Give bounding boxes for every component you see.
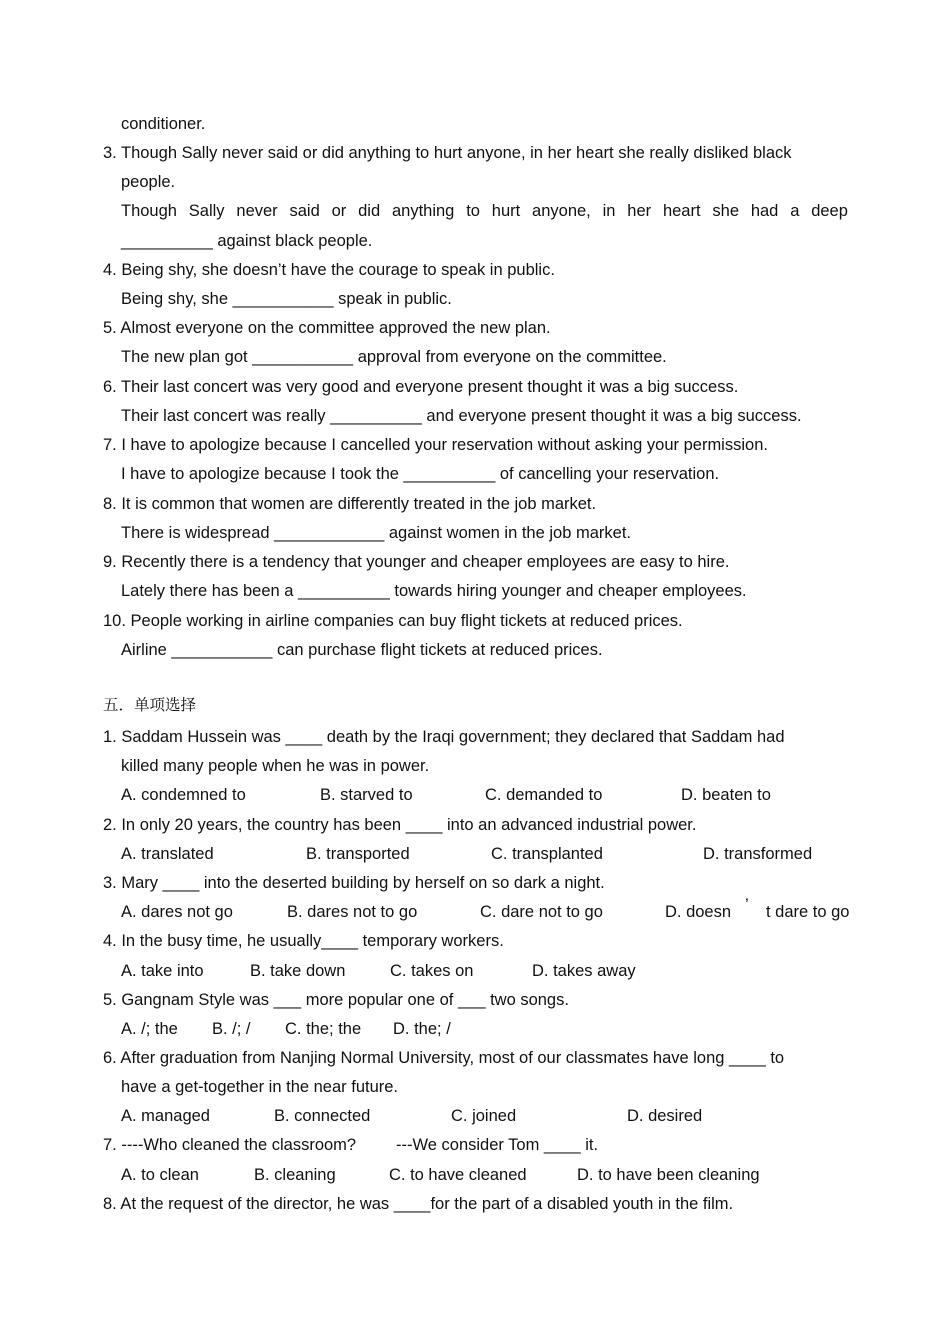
rewrite-q9-line1: 9. Recently there is a tendency that younger and cheaper employees are easy to hire. [103, 553, 730, 571]
mc-q6-stem-line2: have a get-together in the near future. [121, 1078, 399, 1096]
word: said [289, 202, 320, 220]
word: Though [121, 202, 177, 220]
rewrite-q3-line1: 3. Though Sally never said or did anything to hurt anyone, in her heart she really disliked black [103, 144, 792, 162]
rewrite-q7-line1: 7. I have to apologize because I cancelled your reservation without asking your permission. [103, 436, 768, 454]
rewrite-q3-answer-line1 [121, 201, 848, 221]
rewrite-q4-line1: 4. Being shy, she doesn’t have the courage to speak in public. [103, 261, 555, 279]
mc-q7-option-c: C. to have cleaned [389, 1166, 527, 1184]
mc-q5-stem: 5. Gangnam Style was ___ more popular one of ___ two songs. [103, 991, 569, 1009]
mc-q5-option-b: B. /; / [212, 1020, 251, 1038]
rewrite-q9-answer: Lately there has been a __________ towards hiring younger and cheaper employees. [121, 582, 747, 600]
mc-q3-stem: 3. Mary ____ into the deserted building by herself on so dark a night. [103, 874, 605, 892]
mc-q8-stem: 8. At the request of the director, he was ____for the part of a disabled youth in the film. [103, 1195, 734, 1213]
mc-q3-option-a: A. dares not go [121, 903, 233, 921]
word: deep [811, 202, 848, 220]
mc-q2-option-c: C. transplanted [491, 845, 603, 863]
word: did [358, 202, 381, 220]
mc-q2-option-a: A. translated [121, 845, 214, 863]
word: heart [662, 202, 701, 220]
word: a [790, 202, 800, 220]
mc-q4-option-b: B. take down [250, 962, 346, 980]
mc-q5-option-a: A. /; the [121, 1020, 178, 1038]
mc-q6-option-b: B. connected [274, 1107, 371, 1125]
mc-q1-stem-line1: 1. Saddam Hussein was ____ death by the Iraqi government; they declared that Saddam had [103, 728, 785, 746]
rewrite-q8-answer: There is widespread ____________ against women in the job market. [121, 524, 631, 542]
word: had [750, 202, 779, 220]
word: she [712, 202, 739, 220]
word: hurt [491, 202, 521, 220]
word: or [331, 202, 347, 220]
mc-q3-option-d-tail: t dare to go [766, 903, 850, 921]
rewrite-q10-line1: 10. People working in airline companies can buy flight tickets at reduced prices. [103, 612, 683, 630]
mc-q2-stem: 2. In only 20 years, the country has been ____ into an advanced industrial power. [103, 816, 697, 834]
word: in [602, 202, 616, 220]
word: never [236, 202, 278, 220]
word: her [627, 202, 652, 220]
mc-q1-option-d: D. beaten to [681, 786, 771, 804]
mc-q5-option-c: C. the; the [285, 1020, 362, 1038]
rewrite-q6-answer: Their last concert was really __________ and everyone present thought it was a big success. [121, 407, 802, 425]
mc-q6-option-a: A. managed [121, 1107, 210, 1125]
rewrite-q5-answer: The new plan got ___________ approval from everyone on the committee. [121, 348, 667, 366]
mc-q6-stem-line1: 6. After graduation from Nanjing Normal University, most of our classmates have long ____ to [103, 1049, 785, 1067]
mc-q2-option-b: B. transported [306, 845, 410, 863]
rewrite-q3-answer-line2: __________ against black people. [121, 232, 373, 250]
mc-q1-stem-line2: killed many people when he was in power. [121, 757, 430, 775]
word: anyone, [532, 202, 591, 220]
mc-q1-option-b: B. starved to [320, 786, 413, 804]
mc-q6-option-d: D. desired [627, 1107, 703, 1125]
rewrite-q5-line1: 5. Almost everyone on the committee approved the new plan. [103, 319, 551, 337]
rewrite-q6-line1: 6. Their last concert was very good and everyone present thought it was a big success. [103, 378, 739, 396]
mc-q1-option-c: C. demanded to [485, 786, 603, 804]
mc-q4-option-a: A. take into [121, 962, 204, 980]
rewrite-q8-line1: 8. It is common that women are differently treated in the job market. [103, 495, 597, 513]
word: Sally [188, 202, 225, 220]
mc-q2-option-d: D. transformed [703, 845, 813, 863]
mc-q1-option-a: A. condemned to [121, 786, 246, 804]
mc-q7-option-b: B. cleaning [254, 1166, 336, 1184]
word: to [466, 202, 480, 220]
rewrite-q10-answer: Airline ___________ can purchase flight tickets at reduced prices. [121, 641, 603, 659]
word: anything [391, 202, 455, 220]
mc-q3-option-d: D. doesn [665, 903, 732, 921]
mc-q7-stem-question: 7. ----Who cleaned the classroom? [103, 1136, 357, 1154]
mc-q3-option-d-apostrophe: ’ [745, 896, 749, 914]
mc-q7-option-a: A. to clean [121, 1166, 199, 1184]
section-title: 五．单项选择 [103, 696, 197, 714]
mc-q4-option-d: D. takes away [532, 962, 636, 980]
rewrite-q4-answer: Being shy, she ___________ speak in public. [121, 290, 452, 308]
mc-q3-option-b: B. dares not to go [287, 903, 418, 921]
rewrite-q7-answer: I have to apologize because I took the __________ of cancelling your reservation. [121, 465, 720, 483]
rewrite-q2-tail: conditioner. [121, 115, 206, 133]
mc-q7-option-d: D. to have been cleaning [577, 1166, 760, 1184]
rewrite-q3-line2: people. [121, 173, 176, 191]
mc-q5-option-d: D. the; / [393, 1020, 451, 1038]
mc-q4-option-c: C. takes on [390, 962, 474, 980]
mc-q3-option-c: C. dare not to go [480, 903, 603, 921]
mc-q6-option-c: C. joined [451, 1107, 517, 1125]
mc-q4-stem: 4. In the busy time, he usually____ temporary workers. [103, 932, 504, 950]
mc-q7-stem-answer: ---We consider Tom ____ it. [396, 1136, 599, 1154]
